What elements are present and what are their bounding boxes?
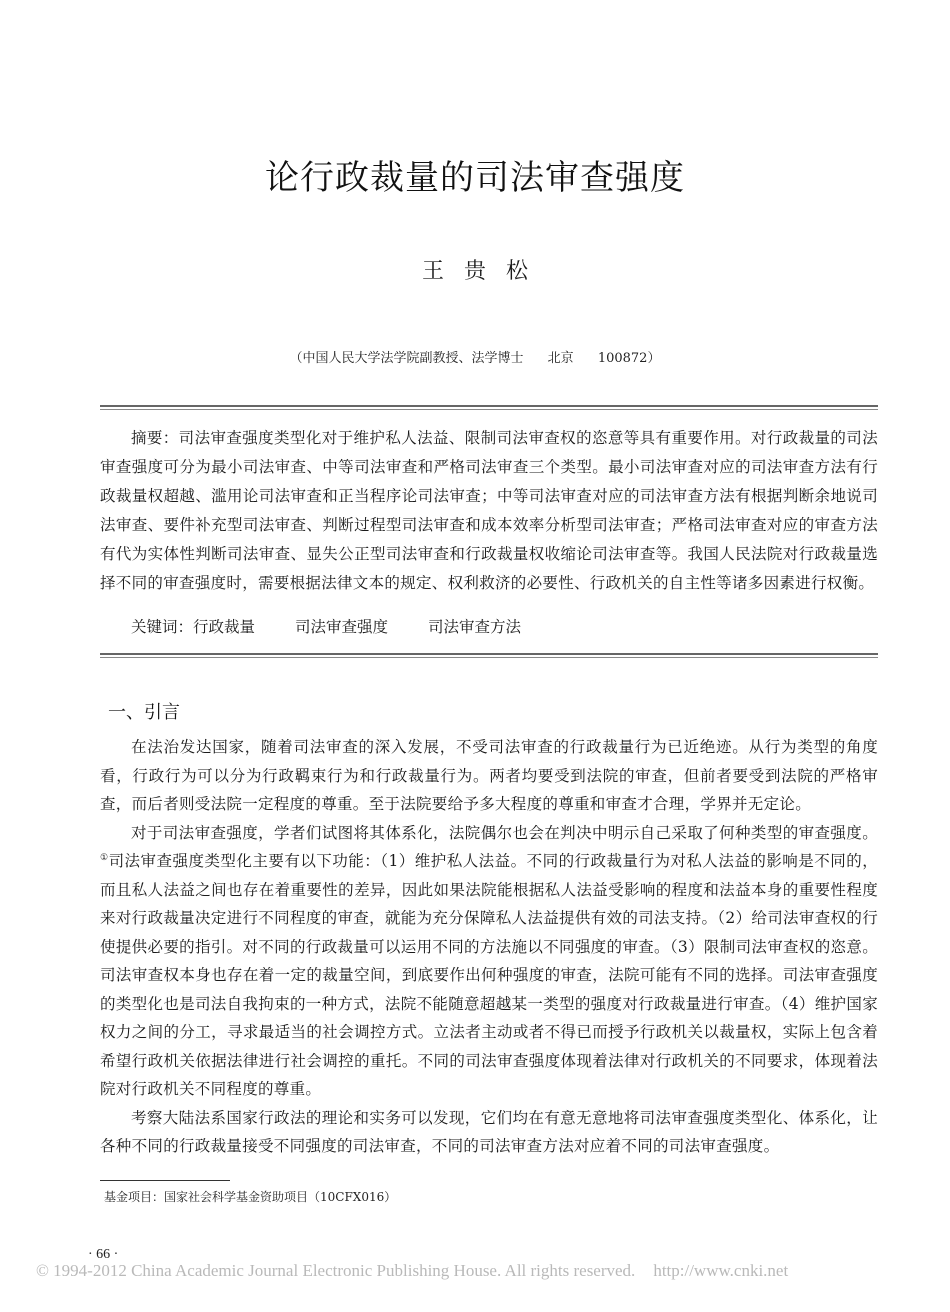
- copyright-url[interactable]: http://www.cnki.net: [653, 1261, 789, 1280]
- paragraph-text: 司法审查强度类型化主要有以下功能：（1）维护私人法益。不同的行政裁量行为对私人法益的影响是不同的，而且私人法益之间也存在着重要性的差异，因此如果法院能根据私人法益受影响的程度和法益本身的重要性程度来对行政裁量决定进行不同程度的审查，就能为充分保障私人法益提供有效的司法支持。（2）给司法审查权的行使提供必要的指引。对不同的行政裁量可以运用不同的方法施以不同强度的审查。（3）限制司法审查权的恣意。司法审查权本身也存在着一定的裁量空间，到底要作出何种强度的审查，法院可能有不同的选择。司法审查强度的类型化也是司法自我拘束的一种方式，法院不能随意超越某一类型的强度对行政裁量进行审查。（4）维护国家权力之间的分工，寻求最适当的社会调控方式。立法者主动或者不得已而授予行政机关以裁量权，实际上包含着希望行政机关依据法律进行社会调控的重托。不同的司法审查强度体现着法律对行政机关的不同要求，体现着法院对行政机关不同程度的尊重。: [100, 852, 878, 1098]
- affiliation-postcode: 100872）: [597, 351, 661, 366]
- paragraph: 考察大陆法系国家行政法的理论和实务可以发现，它们均在有意无意地将司法审查强度类型化、体系化，让各种不同的行政裁量接受不同强度的司法审查，不同的司法审查方法对应着不同的司法审查强度。: [100, 1108, 878, 1155]
- author-name: 王贵松: [421, 259, 548, 284]
- keyword-item: 司法审查强度: [295, 618, 389, 636]
- keyword-item: 司法审查方法: [428, 618, 522, 636]
- affiliation-text: （中国人民大学法学院副教授、法学博士: [289, 351, 524, 366]
- abstract-text: 摘要：司法审查强度类型化对于维护私人法益、限制司法审查权的恣意等具有重要作用。对行政裁量的司法审查强度可分为最小司法审查、中等司法审查和严格司法审查三个类型。最小司法审查对应的司法审查方法有行政裁量权超越、滥用论司法审查和正当程序论司法审查；中等司法审查对应的司法审查方法有根据判断余地说司法审查、要件补充型司法审查、判断过程型司法审查和成本效率分析型司法审查；严格司法审查对应的审查方法有代为实体性判断司法审查、显失公正型司法审查和行政裁量权收缩论司法审查等。我国人民法院对行政裁量选择不同的审查强度时，需要根据法律文本的规定、权利救济的必要性、行政机关的自主性等诸多因素进行权衡。: [100, 429, 878, 592]
- keywords-label: 关键词：: [131, 618, 194, 636]
- section-heading: 一、引言: [108, 702, 180, 723]
- body-text: [100, 733, 878, 1161]
- author-affiliation: [0, 347, 950, 366]
- paragraph: 在法治发达国家，随着司法审查的深入发展，不受司法审查的行政裁量行为已近绝迹。从行为类型的角度看，行政行为可以分为行政羁束行为和行政裁量行为。两者均要受到法院的审查，但前者要受到法院的严格审查，而后者则受法院一定程度的尊重。至于法院要给予多大程度的尊重和审查才合理，学界并无定论。: [100, 738, 878, 813]
- keywords-line: [131, 615, 521, 637]
- page-number: · 66 ·: [88, 1247, 119, 1262]
- paper-title: 论行政裁量的司法审查强度: [265, 158, 685, 198]
- abstract-bottom-rule: [100, 653, 878, 658]
- footnote-rule: [100, 1180, 230, 1181]
- paragraph: [100, 819, 878, 1104]
- copyright-text: © 1994-2012 China Academic Journal Electronic Publishing House. All rights reserved.: [36, 1261, 636, 1280]
- affiliation-city: 北京: [547, 351, 574, 366]
- abstract-top-rule: [100, 405, 878, 410]
- copyright-watermark: [36, 1261, 916, 1281]
- funding-footnote: 基金项目：国家社会科学基金资助项目（10CFX016）: [104, 1190, 397, 1204]
- footnote-marker[interactable]: ①: [100, 852, 109, 863]
- keyword-item: 行政裁量: [193, 618, 256, 636]
- abstract-block: [100, 424, 878, 598]
- paragraph-text: 对于司法审查强度，学者们试图将其体系化，法院偶尔也会在判决中明示自己采取了何种类型的审查强度。: [131, 823, 878, 842]
